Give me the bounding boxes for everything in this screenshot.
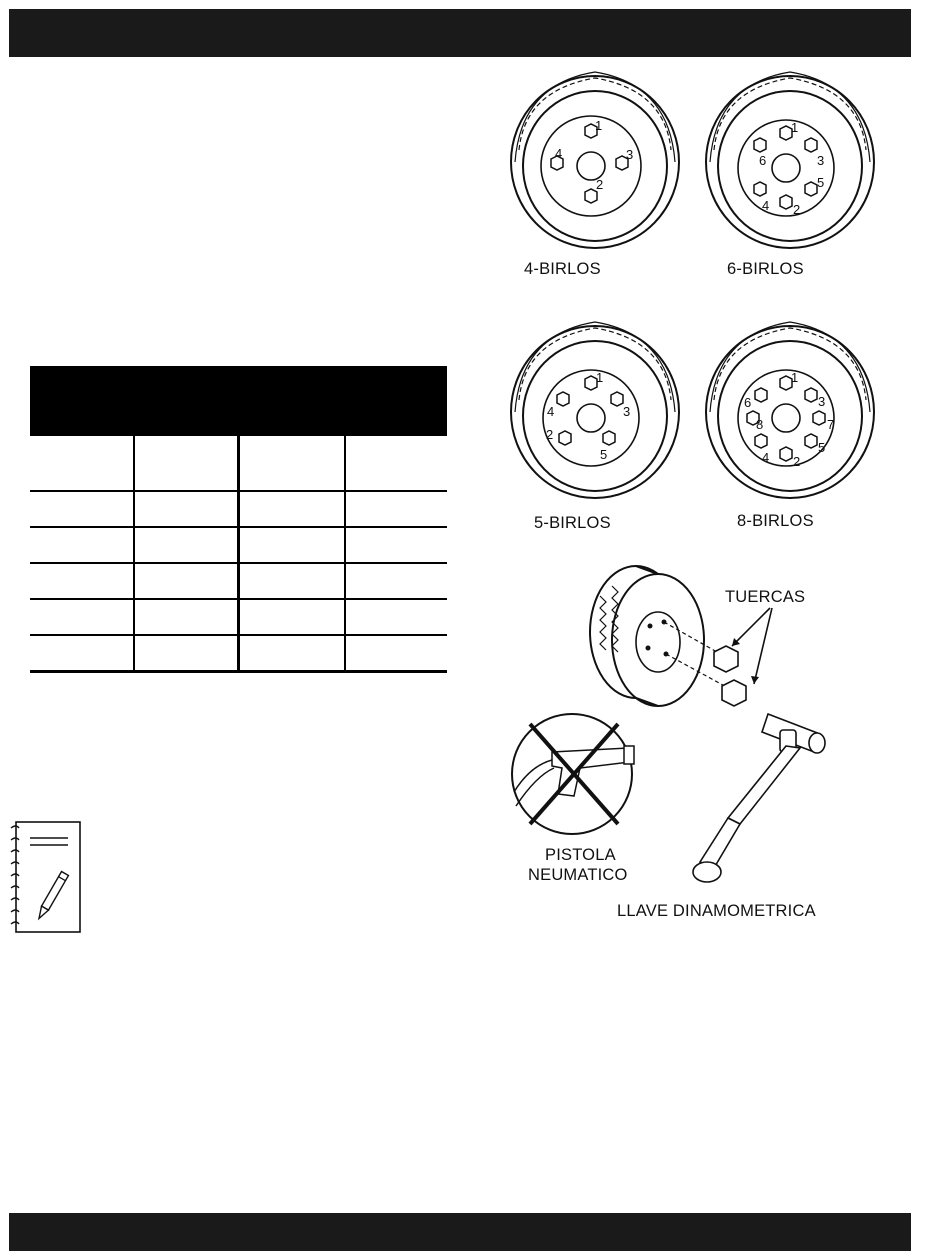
wheel-6-bolt-diagram	[700, 70, 880, 252]
bolt-number: 1	[791, 370, 799, 385]
bolt-number: 3	[817, 153, 825, 168]
nuts-label: TUERCAS	[725, 588, 806, 606]
bolt-number: 2	[793, 454, 801, 469]
five-bolt-label: 5-BIRLOS	[534, 514, 611, 532]
table-row	[30, 635, 447, 672]
bolt-number: 5	[600, 447, 608, 462]
torque-table	[30, 366, 447, 673]
bolt-number: 1	[791, 120, 799, 135]
bolt-number: 4	[547, 404, 555, 419]
table-row	[30, 563, 447, 599]
wheel-5-bolt-diagram	[505, 320, 685, 502]
bolt-number: 2	[546, 427, 554, 442]
bolt-number: 1	[596, 370, 604, 385]
bolt-number: 3	[818, 394, 826, 409]
wheel-4-bolt-diagram	[505, 70, 685, 252]
bolt-number: 4	[555, 146, 563, 161]
pistol-label-line2: NEUMATICO	[528, 866, 628, 884]
table-row	[30, 435, 447, 491]
bolt-number: 1	[595, 118, 603, 133]
bolt-number: 3	[626, 147, 634, 162]
table-header-row	[30, 366, 447, 435]
table-header	[30, 366, 447, 435]
torque-wrench-label: LLAVE DINAMOMETRICA	[617, 902, 816, 920]
pistol-label-line1: PISTOLA	[545, 846, 616, 864]
eight-bolt-label: 8-BIRLOS	[737, 512, 814, 530]
bolt-number: 6	[744, 395, 752, 410]
bolt-number: 6	[759, 153, 767, 168]
six-bolt-label: 6-BIRLOS	[727, 260, 804, 278]
bolt-number: 2	[596, 177, 604, 192]
bolt-number: 2	[793, 202, 801, 217]
footer-bar	[9, 1213, 911, 1251]
bolt-number: 8	[756, 417, 764, 432]
wheel-nut-assembly-illustration	[500, 556, 850, 896]
table-row	[30, 491, 447, 527]
bolt-number: 4	[762, 198, 770, 213]
bolt-number: 4	[762, 450, 770, 465]
four-bolt-label: 4-BIRLOS	[524, 260, 601, 278]
table-row	[30, 527, 447, 563]
notepad-pencil-icon	[8, 818, 84, 936]
header-bar	[9, 9, 911, 57]
bolt-number: 3	[623, 404, 631, 419]
bolt-number: 5	[818, 440, 826, 455]
table-row	[30, 599, 447, 635]
wheel-8-bolt-diagram	[700, 320, 880, 502]
bolt-number: 5	[817, 175, 825, 190]
bolt-number: 7	[827, 417, 835, 432]
